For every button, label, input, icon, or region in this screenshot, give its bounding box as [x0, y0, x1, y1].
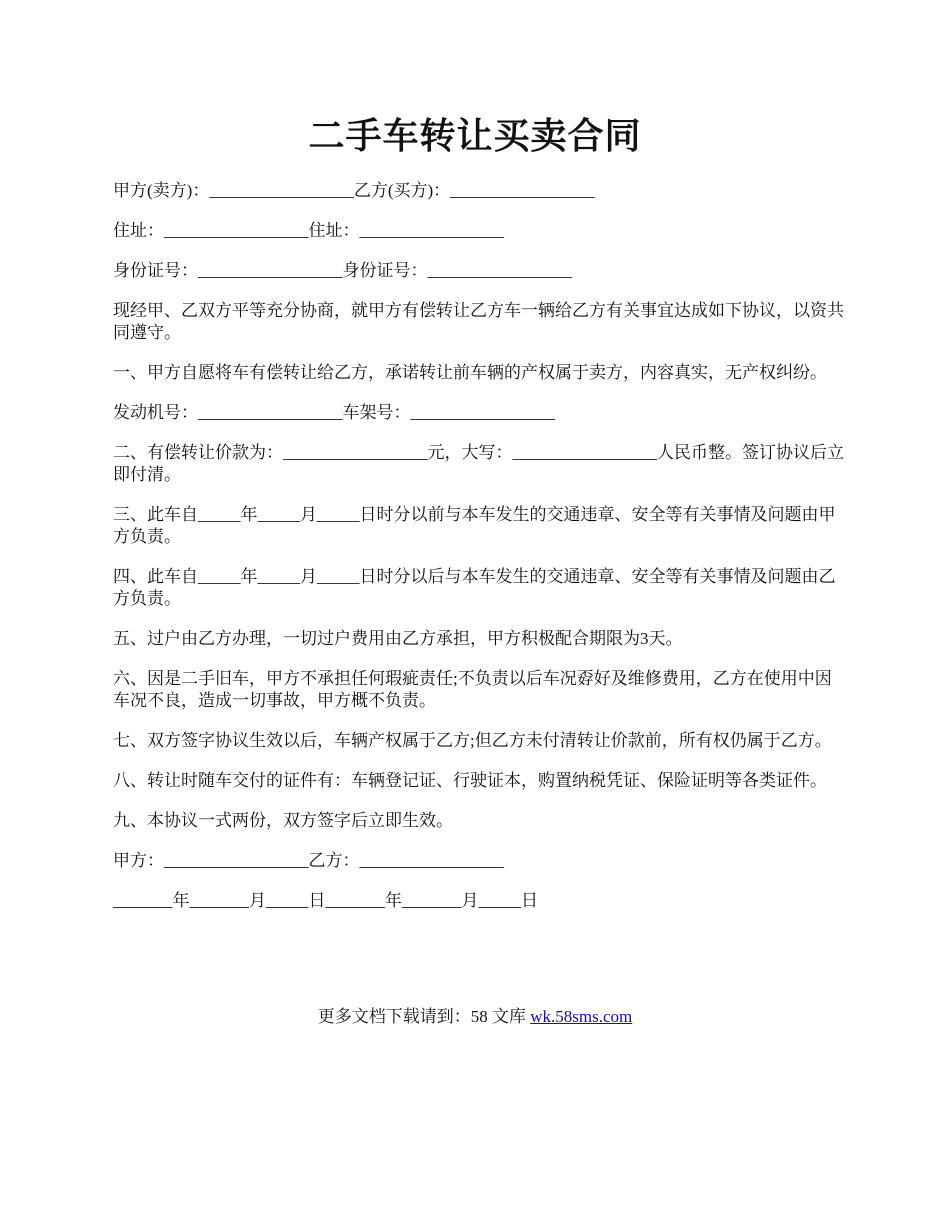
clause-2: 二、有偿转让价款为：_________________元，大写：_________________人民币整。签订协议后立即付清。 [113, 443, 844, 484]
id-number-line: 身份证号：_________________身份证号：_________________ [113, 261, 572, 280]
clause-7: 七、双方签字协议生效以后，车辆产权属于乙方;但乙方未付清转让价款前，所有权仍属于乙方。 [113, 731, 832, 750]
dates-line: _______年_______月_____日_______年_______月_____日 [113, 891, 538, 910]
clause-4: 四、此车自_____年_____月_____日时分以后与本车发生的交通违章、安全等有关事情及问题由乙方负责。 [113, 567, 836, 608]
parties-line: 甲方(卖方)：_________________乙方(买方)：_________________ [113, 181, 595, 200]
clause-9: 九、本协议一式两份，双方签字后立即生效。 [113, 811, 453, 830]
clause-3: 三、此车自_____年_____月_____日时分以前与本车发生的交通违章、安全等有关事情及问题由甲方负责。 [113, 505, 836, 546]
footer [0, 1005, 950, 1029]
contract-body [113, 180, 848, 930]
footer-link[interactable]: wk.58sms.com [530, 1007, 633, 1026]
clause-1: 一、甲方自愿将车有偿转让给乙方，承诺转让前车辆的产权属于卖方，内容真实，无产权纠纷。 [113, 363, 827, 382]
clause-6: 六、因是二手旧车，甲方不承担任何瑕疵责任;不负责以后车况孬好及维修费用，乙方在使用中因车况不良，造成一切事故，甲方概不负责。 [113, 669, 832, 710]
address-line: 住址：_________________住址：_________________ [113, 221, 504, 240]
clause-8: 八、转让时随车交付的证件有：车辆登记证、行驶证本，购置纳税凭证、保险证明等各类证件。 [113, 771, 827, 790]
intro-paragraph: 现经甲、乙双方平等充分协商，就甲方有偿转让乙方车一辆给乙方有关事宜达成如下协议，以资共同遵守。 [113, 301, 844, 342]
clause-5: 五、过户由乙方办理，一切过户费用由乙方承担，甲方积极配合期限为3天。 [113, 629, 683, 648]
signatures-line: 甲方：_________________乙方：_________________ [113, 851, 504, 870]
document-title: 二手车转让买卖合同 [308, 116, 642, 156]
engine-vin-line: 发动机号：_________________车架号：_________________ [113, 403, 555, 422]
footer-text: 更多文档下载请到：58 文库 [317, 1007, 531, 1026]
